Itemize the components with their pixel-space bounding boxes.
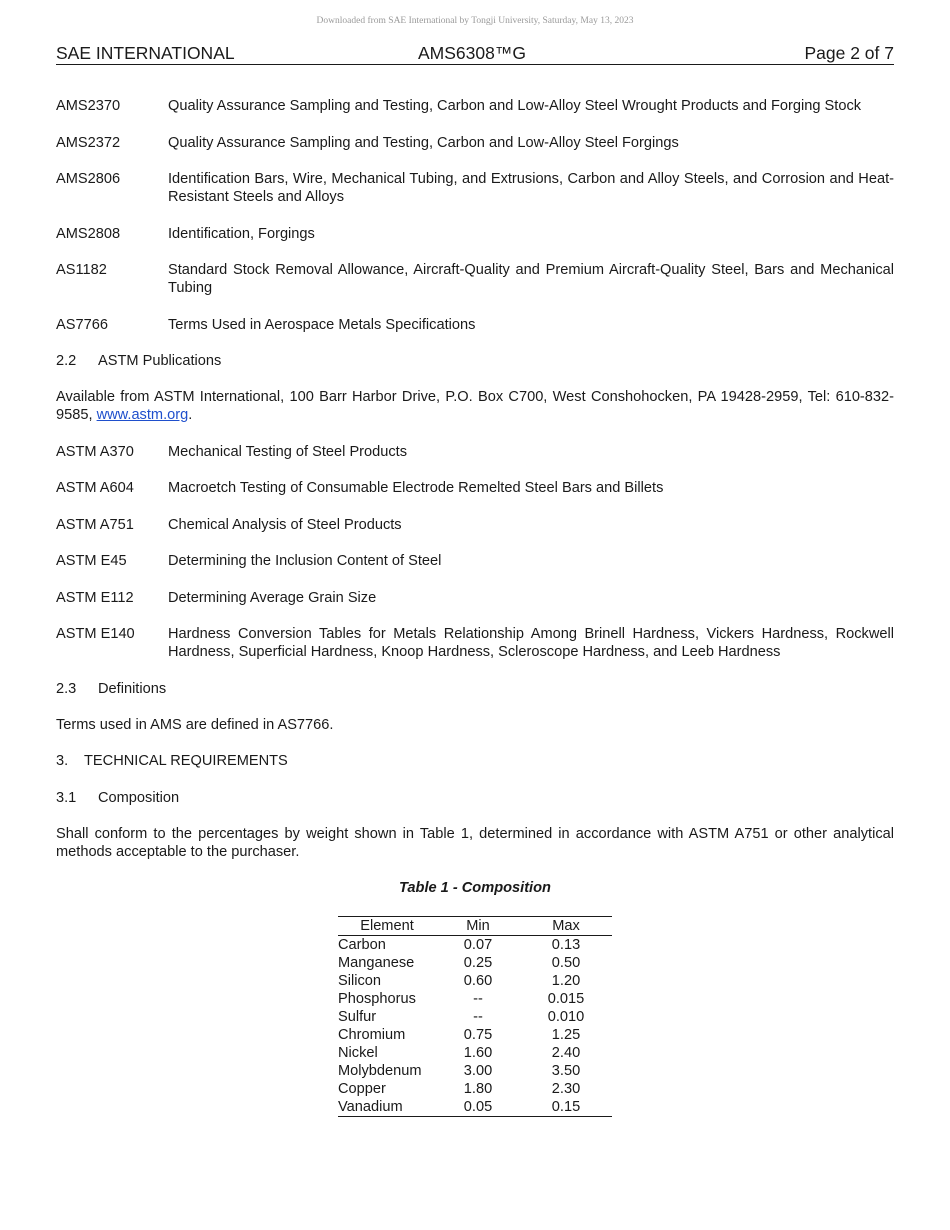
- column-header-max: Max: [520, 917, 612, 936]
- download-watermark: Downloaded from SAE International by Tongji University, Saturday, May 13, 2023: [316, 16, 634, 26]
- table-row: [338, 1080, 612, 1098]
- reference-code: AS7766: [56, 317, 108, 333]
- definitions-paragraph: Terms used in AMS are defined in AS7766.: [56, 717, 334, 733]
- table-row: [338, 972, 612, 990]
- reference-title: Chemical Analysis of Steel Products: [168, 517, 402, 533]
- element-cell: Copper: [338, 1081, 386, 1097]
- reference-code: ASTM E112: [56, 590, 134, 606]
- min-cell: 0.05: [436, 1098, 520, 1117]
- section-heading-2-2: [56, 352, 894, 370]
- reference-entry: [56, 589, 894, 607]
- element-cell: Nickel: [338, 1045, 378, 1061]
- composition-table: [338, 916, 612, 1117]
- table-row: [338, 954, 612, 972]
- max-cell: 0.010: [547, 1009, 585, 1025]
- reference-entry: [56, 261, 894, 297]
- section-heading-3-1: [56, 789, 894, 807]
- min-cell: 0.07: [463, 937, 493, 953]
- header-doc-id: AMS6308™G: [418, 43, 526, 63]
- reference-title: Identification Bars, Wire, Mechanical Tubing, and Extrusions, Carbon and Alloy Steels, and Corrosion and Heat-Resistant Steels and Alloys: [168, 171, 894, 205]
- reference-title: Mechanical Testing of Steel Products: [168, 444, 408, 460]
- reference-entry: [56, 516, 894, 534]
- reference-code: AMS2808: [56, 226, 121, 242]
- column-header-element: Element: [338, 917, 436, 936]
- element-cell: Silicon: [338, 973, 381, 989]
- reference-code: ASTM E45: [56, 553, 127, 569]
- min-cell: 3.00: [463, 1063, 493, 1079]
- reference-entry: [56, 479, 894, 497]
- reference-code: ASTM A604: [56, 480, 134, 496]
- reference-title: Identification, Forgings: [168, 226, 315, 242]
- table-header-row: [338, 917, 612, 936]
- reference-entry: [56, 134, 894, 152]
- reference-entry: [56, 316, 894, 334]
- max-cell: 0.015: [547, 991, 585, 1007]
- composition-paragraph: Shall conform to the percentages by weight shown in Table 1, determined in accordance with ASTM A751 or other analytical methods acceptable to the purchaser.: [56, 826, 894, 860]
- max-cell: 1.25: [551, 1027, 581, 1043]
- table-row: [338, 1044, 612, 1062]
- reference-entry: [56, 170, 894, 206]
- min-cell: 0.60: [463, 973, 493, 989]
- element-cell: Phosphorus: [338, 991, 416, 1007]
- reference-entry: [56, 552, 894, 570]
- reference-title: Standard Stock Removal Allowance, Aircraft-Quality and Premium Aircraft-Quality Steel, Bars and Mechanical Tubing: [168, 262, 894, 296]
- table-row: [338, 1008, 612, 1026]
- astm-availability-end: .: [188, 407, 193, 423]
- reference-code: ASTM A370: [56, 444, 134, 460]
- table-row: [338, 936, 612, 955]
- reference-code: ASTM A751: [56, 517, 134, 533]
- section-number: 3.1: [56, 790, 77, 806]
- table-caption: Table 1 - Composition: [399, 880, 551, 896]
- reference-title: Hardness Conversion Tables for Metals Relationship Among Brinell Hardness, Vickers Hardness, Rockwell Hardness, Superficial Hardness, Knoop Hardness, Scleroscope Hardness, and Leeb Hardness: [168, 626, 894, 660]
- reference-title: Determining Average Grain Size: [168, 590, 377, 606]
- reference-title: Macroetch Testing of Consumable Electrode Remelted Steel Bars and Billets: [168, 480, 664, 496]
- min-cell: --: [473, 991, 483, 1007]
- astm-website-link[interactable]: www.astm.org: [96, 407, 189, 423]
- section-heading-2-3: [56, 680, 894, 698]
- max-cell: 3.50: [551, 1063, 581, 1079]
- reference-entry: [56, 97, 894, 115]
- reference-entry: [56, 443, 894, 461]
- min-cell: 1.60: [463, 1045, 493, 1061]
- element-cell: Chromium: [338, 1027, 406, 1043]
- section-number: 3.: [56, 753, 69, 769]
- min-cell: 1.80: [463, 1081, 493, 1097]
- element-cell: Manganese: [338, 955, 415, 971]
- min-cell: --: [473, 1009, 483, 1025]
- astm-availability-paragraph: [56, 388, 894, 424]
- reference-title: Terms Used in Aerospace Metals Specifications: [168, 317, 476, 333]
- reference-code: AS1182: [56, 262, 107, 278]
- table-row: [338, 1098, 612, 1117]
- element-cell: Vanadium: [338, 1098, 436, 1117]
- element-cell: Sulfur: [338, 1009, 377, 1025]
- section-title: TECHNICAL REQUIREMENTS: [84, 753, 288, 769]
- reference-code: AMS2370: [56, 98, 121, 114]
- reference-title: Quality Assurance Sampling and Testing, Carbon and Low-Alloy Steel Forgings: [168, 135, 679, 151]
- reference-code: AMS2372: [56, 135, 121, 151]
- table-row: [338, 1026, 612, 1044]
- max-cell: 1.20: [551, 973, 581, 989]
- reference-entry: [56, 225, 894, 243]
- element-cell: Molybdenum: [338, 1063, 422, 1079]
- table-row: [338, 1062, 612, 1080]
- max-cell: 0.13: [551, 937, 581, 953]
- min-cell: 0.25: [463, 955, 493, 971]
- header-page-number: Page 2 of 7: [804, 43, 894, 63]
- section-heading-3: [56, 752, 894, 770]
- section-title: Composition: [98, 790, 180, 806]
- header-org: SAE INTERNATIONAL: [56, 43, 235, 63]
- section-title: Definitions: [98, 681, 167, 697]
- reference-code: ASTM E140: [56, 626, 135, 642]
- astm-availability-text: Available from ASTM International, 100 Barr Harbor Drive, P.O. Box C700, West Conshohocken, PA 19428-2959, Tel: 610-832-9585,: [56, 389, 894, 423]
- reference-title: Quality Assurance Sampling and Testing, Carbon and Low-Alloy Steel Wrought Products and Forging Stock: [168, 98, 862, 114]
- table-row: [338, 990, 612, 1008]
- reference-entry: [56, 625, 894, 661]
- max-cell: 0.15: [520, 1098, 612, 1117]
- max-cell: 2.40: [551, 1045, 581, 1061]
- section-title: ASTM Publications: [98, 353, 222, 369]
- max-cell: 2.30: [551, 1081, 581, 1097]
- element-cell: Carbon: [338, 937, 386, 953]
- max-cell: 0.50: [551, 955, 581, 971]
- reference-title: Determining the Inclusion Content of Steel: [168, 553, 442, 569]
- min-cell: 0.75: [463, 1027, 493, 1043]
- column-header-min: Min: [436, 917, 520, 936]
- section-number: 2.2: [56, 353, 77, 369]
- page-header: [56, 43, 894, 65]
- reference-code: AMS2806: [56, 171, 121, 187]
- section-number: 2.3: [56, 681, 77, 697]
